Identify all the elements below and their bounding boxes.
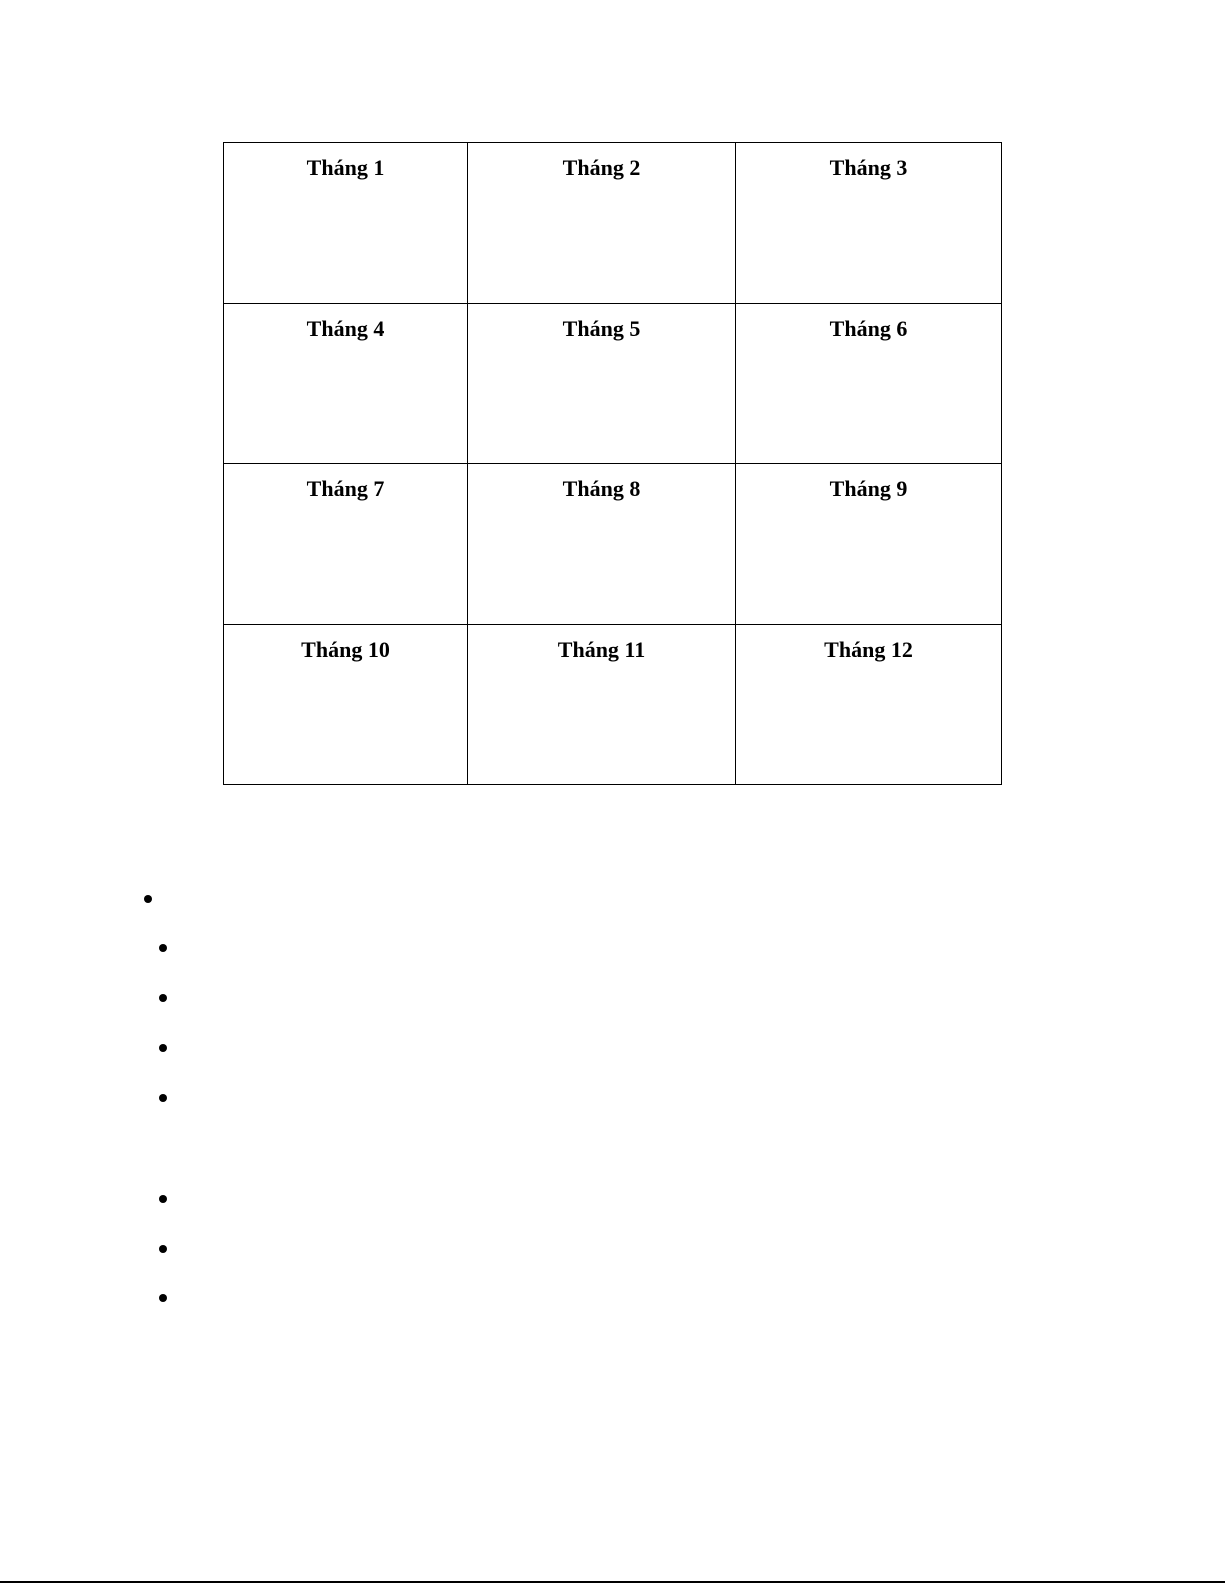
month-grid-table <box>223 142 1002 785</box>
bullet-point <box>159 1294 167 1302</box>
bullet-point <box>159 1195 167 1203</box>
month-row <box>224 143 1002 304</box>
month-label: Tháng 12 <box>824 636 913 662</box>
page-bottom-rule <box>0 1581 1225 1583</box>
month-label: Tháng 6 <box>829 315 908 341</box>
month-label: Tháng 3 <box>829 155 908 180</box>
bullet-point <box>159 1094 167 1102</box>
month-label: Tháng 9 <box>829 476 908 501</box>
month-label: Tháng 8 <box>562 476 641 501</box>
month-cell <box>224 464 468 625</box>
month-label: Tháng 5 <box>562 315 641 341</box>
month-label: Tháng 2 <box>562 155 641 180</box>
month-row <box>224 303 1002 464</box>
bullet-point <box>159 994 167 1002</box>
bullet-point <box>159 1245 167 1253</box>
month-label: Tháng 10 <box>301 636 390 662</box>
month-label: Tháng 7 <box>306 476 385 501</box>
month-row <box>224 464 1002 625</box>
month-cell <box>736 303 1002 464</box>
month-label: Tháng 1 <box>306 155 385 180</box>
month-cell <box>736 143 1002 304</box>
bullet-point <box>144 895 152 903</box>
month-cell <box>224 624 468 785</box>
bullet-point <box>159 944 167 952</box>
month-cell <box>468 143 736 304</box>
month-row <box>224 624 1002 785</box>
month-cell <box>468 464 736 625</box>
month-cell <box>224 303 468 464</box>
month-label: Tháng 4 <box>306 315 385 341</box>
bullet-point <box>159 1044 167 1052</box>
month-cell <box>468 303 736 464</box>
month-cell <box>736 624 1002 785</box>
month-label: Tháng 11 <box>557 636 646 662</box>
month-cell <box>468 624 736 785</box>
month-cell <box>224 143 468 304</box>
month-cell <box>736 464 1002 625</box>
